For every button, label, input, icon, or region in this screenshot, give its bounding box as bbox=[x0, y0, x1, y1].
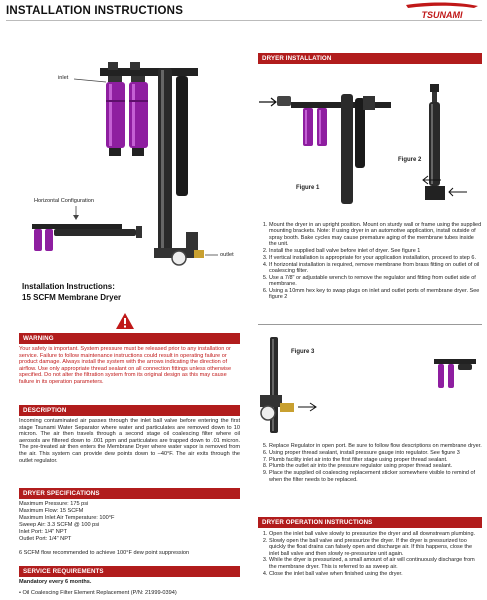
list-item: 2. Install the supplied ball valve before inlet of dryer. See figure 1 bbox=[269, 248, 482, 254]
spec-line: Inlet Port: 1/4" NPT bbox=[19, 529, 67, 535]
service-item: • Oil Coalescing Filter Element Replacement (P/N: 21999-0394) bbox=[19, 590, 177, 596]
installation-steps bbox=[258, 222, 482, 301]
page-title: INSTALLATION INSTRUCTIONS bbox=[6, 5, 184, 17]
list-item: 6. Using proper thread sealant, install pressure gauge into regulator. See figure 3 bbox=[269, 450, 482, 456]
figure-3-label: Figure 3 bbox=[291, 349, 315, 355]
list-item: 3. If vertical installation is appropriate for your application installation, proceed to step 6. bbox=[269, 255, 482, 261]
description-text: Incoming contaminated air passes through the inlet ball valve before entering the first stage Tsunami Water Separator where water and particulates are removed down to 10 micron. The air then travels through a second stage oil coalescing filter where oil aerosols are filtered down to .001 ppm and particulates are trapped down to .01 micron. The pre-treated air then enters the Membrane Dryer where water vapor is removed from the air. This system can provide dew points down to –40°F. The air exits through the outlet regulator. bbox=[19, 418, 240, 464]
inlet-label: inlet bbox=[58, 75, 69, 81]
main-heading-line1: Installation Instructions: bbox=[22, 282, 115, 291]
list-item: 3. While the dryer is pressurized, a small amount of air will continuously discharge from the membrane dryer. This is referred to as sweep air. bbox=[269, 557, 482, 570]
list-item: 1. Open the inlet ball valve slowly to pressurize the dryer and all downstream plumbing. bbox=[269, 531, 482, 537]
operation-bar: DRYER OPERATION INSTRUCTIONS bbox=[258, 517, 482, 528]
operation-steps bbox=[258, 531, 482, 577]
figure-3-steps bbox=[258, 443, 482, 483]
spec-line: Maximum Inlet Air Temperature: 100°F bbox=[19, 515, 115, 521]
figures-1-2-illustration bbox=[255, 66, 483, 220]
list-item: 2. Slowly open the ball valve and pressurize the dryer. If the dryer is pressurized too quickly the float drains can falsely open and discharge air. If this happens, close the inlet ball valve and then slowly re-pressurize unit again. bbox=[269, 538, 482, 557]
list-item: 7. Plumb facility inlet air into the first filter stage using proper thread sealant. bbox=[269, 457, 482, 463]
list-item: 5. Replace Regulator in open port. Be sure to follow flow descriptions on membrane dryer. bbox=[269, 443, 482, 449]
horizontal-config-label: Horizontal Configuration bbox=[34, 198, 95, 204]
svg-text:TSUNAMI: TSUNAMI bbox=[421, 10, 463, 20]
figure-3-illustration bbox=[258, 331, 482, 441]
warning-bar: WARNING bbox=[19, 333, 240, 344]
dryer-installation-bar: DRYER INSTALLATION bbox=[258, 53, 482, 64]
list-item: 9. Place the supplied oil coalescing replacement sticker somewhere visible to remind of when the filter needs to be replaced. bbox=[269, 470, 482, 483]
warning-text: Your safety is important. System pressure must be released prior to any installation or service. Failure to follow maintenance instructions could result in operating failure or product damage. Always install the system with the arrows indicating the direction of airflow. Use only appropriate thread sealant on all connection fittings unless otherwise specified. Do not alter the filtration system from its original design as this may cause failure in its operation parameters. bbox=[19, 346, 232, 385]
spec-line: Sweep Air: 3.3 SCFM @ 100 psi bbox=[19, 522, 100, 528]
main-heading-line2: 15 SCFM Membrane Dryer bbox=[22, 293, 122, 302]
list-item: 5. Use a 7/8" or adjustable wrench to remove the regulator and fitting from outlet side of membrane. bbox=[269, 275, 482, 288]
service-bar: SERVICE REQUIREMENTS bbox=[19, 566, 240, 577]
dryer-illustration bbox=[8, 22, 240, 280]
figure-2-label: Figure 2 bbox=[398, 157, 422, 163]
list-item: 4. Close the inlet ball valve when finished using the dryer. bbox=[269, 571, 482, 577]
spec-line: Maximum Flow: 15 SCFM bbox=[19, 508, 84, 514]
spec-line: Maximum Pressure: 175 psi bbox=[19, 501, 89, 507]
spec-note: 6 SCFM flow recommended to achieve 100°F dew point suppression bbox=[19, 550, 190, 556]
description-bar: DESCRIPTION bbox=[19, 405, 240, 416]
warning-triangle-icon bbox=[115, 312, 135, 335]
outlet-label: outlet bbox=[220, 252, 234, 258]
service-item-text: Oil Coalescing Filter Element Replacement (P/N: 21999-0394) bbox=[22, 590, 177, 596]
service-subtitle: Mandatory every 6 months. bbox=[19, 579, 92, 585]
figure-1-label: Figure 1 bbox=[296, 185, 320, 191]
section-divider bbox=[258, 324, 482, 325]
specs-bar: DRYER SPECIFICATIONS bbox=[19, 488, 240, 499]
list-item: 4. If horizontal installation is required, remove membrane from brass fitting on outlet of oil coalescing filter. bbox=[269, 262, 482, 275]
list-item: 1. Mount the dryer in an upright position. Mount on sturdy wall or frame using the supplied mounting brackets. Note: If using dryer in an automotive application, install outside of spray booth. Bake cycles may cause premature aging of the membrane tubes inside the unit. bbox=[269, 222, 482, 248]
brand-logo bbox=[400, 2, 482, 22]
list-item: 8. Plumb the outlet air into the pressure regulator using proper thread sealant. bbox=[269, 463, 482, 469]
list-item: 6. Using a 10mm hex key to swap plugs on inlet and outlet ports of membrane dryer. See figure 2 bbox=[269, 288, 482, 301]
spec-line: Outlet Port: 1/4" NPT bbox=[19, 536, 72, 542]
